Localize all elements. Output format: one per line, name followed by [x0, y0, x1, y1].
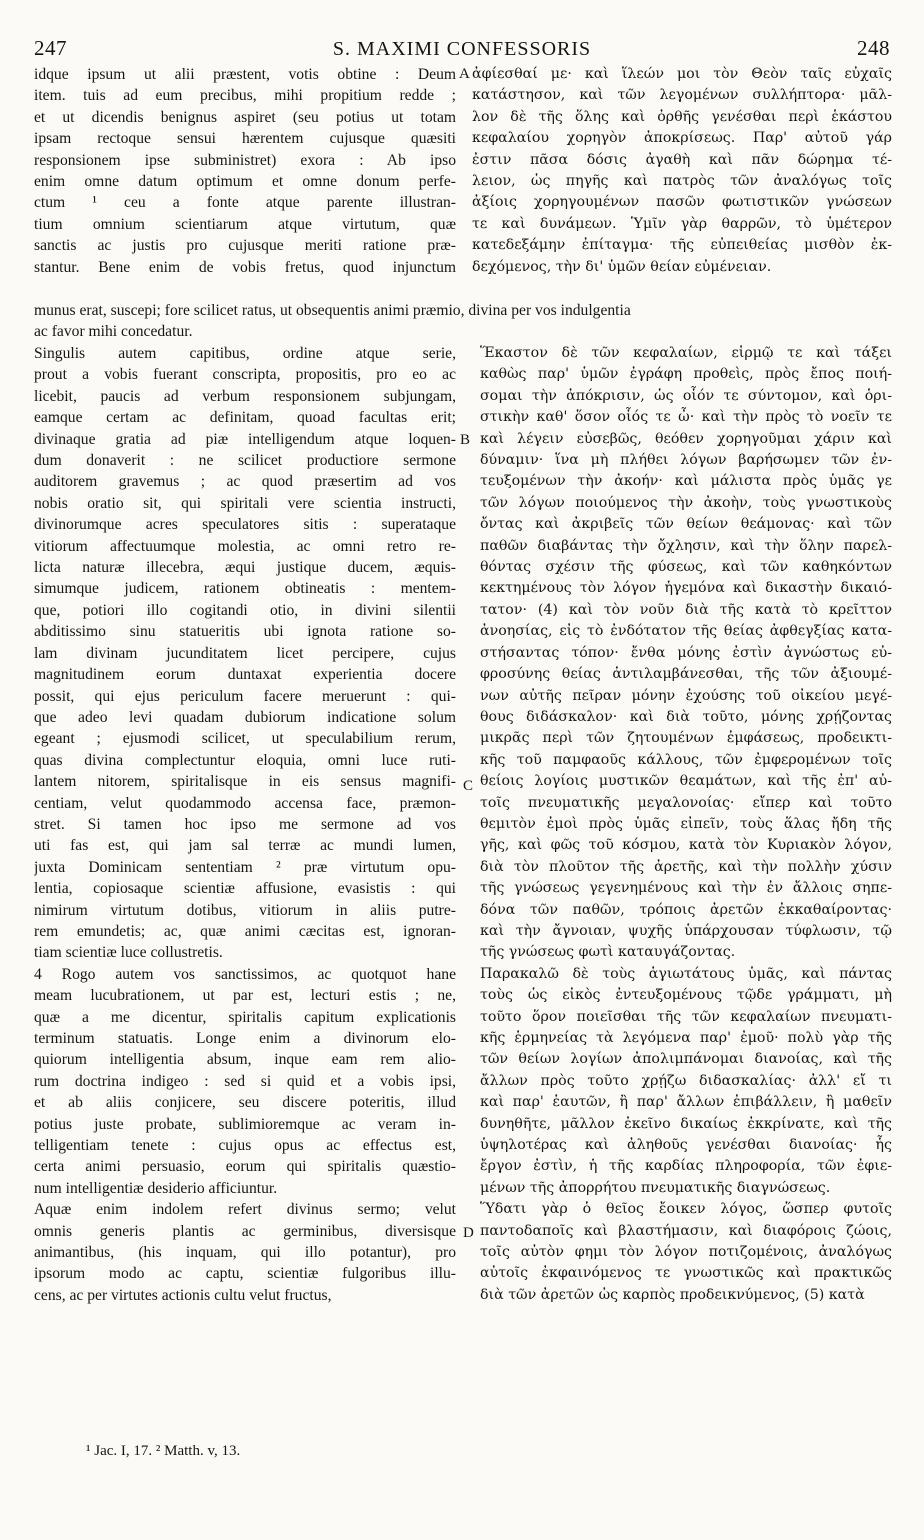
text-line: quas divina complectuntur eloquia, omni luce ruti- — [34, 751, 456, 769]
full-width-text — [34, 300, 892, 343]
text-line: λον δὲ τῆς ὅλης καὶ ὀρθῆς γενέσθαι περὶ ἑκάστου — [472, 108, 892, 125]
running-header — [34, 36, 890, 66]
text-line: ac favor mihi concedatur. — [34, 323, 193, 341]
text-line: meam lucubrationem, ut par est, lecturi estis ; ne, — [34, 987, 456, 1005]
margin-marker-d: D — [463, 1225, 474, 1241]
text-line: quæ a me dicentur, spiritalis capitum explicationis — [34, 1008, 456, 1026]
text-line: que adeo levi quadam dubiorum indicatione solum — [34, 708, 456, 726]
text-line: lentia, copiosaque scientiæ affusione, evasistis : qui — [34, 880, 456, 898]
text-line: κεκτημένους τὸν λόγον ἡγεμόνα καὶ δικαστὴν δικαιό- — [480, 580, 892, 597]
text-line: θεμιτὸν ἐμοὶ πρὸς ὑμᾶς εἰπεῖν, τοὺς ἅλας ἤδη τῆς — [480, 815, 892, 832]
text-line: 4 Rogo autem vos sanctissimos, ac quotquot hane — [34, 965, 456, 983]
text-line: τῆς γνώσεως φωτὶ καταυγάζοντας. — [480, 944, 736, 961]
text-line: κῆς ἑρμηνείας τὰ λεγόμενα παρ' ἐμοῦ· πολὺ γὰρ τῆς — [480, 1030, 892, 1046]
text-line: θόντας σχέσιν τῆς φύσεως, καὶ τῶν καθηκόντων — [480, 559, 892, 576]
text-line: τατον· (4) καὶ τὸν νοῦν διὰ τῆς κατὰ τὸ κρεῖττον — [480, 601, 892, 618]
text-line: ὄντας καὶ ἀκριβεῖς τῶν θείων θεάμονας· καὶ τῶν — [480, 516, 892, 533]
text-line: δόνα τῶν παθῶν, τρόποις ἀρετῶν ἐκκαθαίροντας· — [480, 901, 892, 918]
text-line: διὰ τῶν ἀρετῶν ὡς καρπὸς προδεικνύμενος, (5) κατὰ — [480, 1286, 865, 1303]
text-line: καὶ παρ' ἑαυτῶν, ἢ παρ' ἄλλων ἐπιβάλλειν, ἢ μαθεῖν — [480, 1094, 892, 1111]
text-line: διὰ τὸν πλοῦτον τῆς ἀρετῆς, καὶ τὴν πολλὴν χύσιν — [480, 858, 892, 875]
text-line: Ἕκαστον δὲ τῶν κεφαλαίων, εἱρμῷ τε καὶ τάξει — [480, 345, 892, 361]
text-line: ἄλλων πρὸς τοῦτο χρῄζω διδασκαλίας· ἀλλ' εἴ τι — [480, 1072, 892, 1089]
text-line: φροσύνης θείας ἀντιλαμβάνεσθαι, τῆς τῶν ἀξιουμέ- — [480, 666, 892, 683]
text-line: παντοδαποῖς καὶ βλαστήμασιν, καὶ διαφόροις ζώοις, — [480, 1222, 892, 1239]
text-line: μένων τῆς ἀπορρήτου πνευματικῆς διαγνώσεως. — [480, 1179, 831, 1196]
text-line: ἀξίοις χορηγουμένων πασῶν φωτιστικῶν γνώσεων — [472, 194, 892, 211]
text-line: magnitudinem eorum duntaxat experientia docere — [34, 666, 456, 684]
text-line: divinorumque acres speculatores sitis : superataque — [34, 516, 456, 534]
text-line: tium omnium scientiarum atque virtutum, quæ — [34, 215, 456, 233]
text-line: num intelligentiæ desiderio afficiuntur. — [34, 1179, 278, 1197]
text-line: et ut dicendis benignus aspiret (seu potius ut totam — [34, 108, 456, 126]
text-line: animantibus, (his inquam, qui illo potantur), pro — [34, 1244, 456, 1262]
text-line: sanctis ac justis pro cujusque meriti ratione præ- — [34, 237, 456, 255]
text-line: quiorum intelligentia absum, inque eam rem alio- — [34, 1051, 456, 1069]
text-line: στήσαντας τόπον· ἔνθα μόνης ἐστὶν ἀγνώστως εὐ- — [480, 644, 892, 661]
text-line: νων αὐτῆς πεῖραν μόνην ἐχούσης τοῦ οἰκείου μεγέ- — [480, 687, 892, 704]
text-line: licebit, paucis ad verbum responsionem subjungam, — [34, 387, 456, 405]
text-line: Singulis autem capitibus, ordine atque serie, — [34, 345, 456, 362]
text-line: ἀφίεσθαί με· καὶ ἵλεών μοι τὸν Θεὸν ταῖς εὐχαῖς — [472, 66, 892, 82]
latin-column-top — [34, 64, 456, 278]
text-line: item. tuis ad eum precibus, mihi propitium redde ; — [34, 87, 456, 105]
text-line: παθῶν διαβάντας τὴν ὄχλησιν, καὶ τὴν ὅλην παρελ- — [480, 537, 892, 554]
text-line: tiam scientiæ luce collustretis. — [34, 944, 223, 962]
text-line: τῆς γνώσεως γεγενημένους καὶ τὴν ἐν ἄλλοις σηπε- — [480, 880, 892, 897]
text-line: lam divinam jucunditatem licet percipere, cujus — [34, 644, 456, 662]
text-line: prout a vobis fuerant conscripta, propositis, pro eo ac — [34, 366, 456, 384]
text-line: κατάστησον, καὶ τῶν λεγομένων συλλήπτορα· μᾶλ- — [472, 87, 892, 104]
greek-column — [480, 343, 892, 1306]
text-line: stret. Si tamen hoc ipso me sermone ad vos — [34, 815, 456, 833]
text-line: καὶ λέγειν εὐσεβῶς, θεόθεν χορηγοῦμαι χάριν καὶ — [480, 430, 892, 447]
text-line: αὐτοῖς ἐκφαινόμενος τε γνωστικῶς καὶ πρακτικῶς — [480, 1265, 892, 1282]
text-line: dum donaverit : ne scilicet productiore sermone — [34, 452, 456, 470]
text-line: σομαι τὴν ἀπόκρισιν, ὡς οἷόν τε σύντομον, καὶ ὁρι- — [480, 387, 892, 404]
text-line: divinaque gratia ad piæ intelligendum atque loquen- — [34, 430, 456, 448]
text-line: τοῖς αὐτὸν φημι τὸν λόγον ποτιζομένοις, ἀναλόγως — [480, 1244, 892, 1261]
text-line: certa animi persuasio, eorum qui spiritalis quæstio- — [34, 1158, 456, 1176]
text-line: auditorem gravemus ; ac quod præsertim ad vos — [34, 473, 456, 491]
text-line: γῆς, καὶ φῶς τοῦ κόσμου, κατὰ τὸν Κυριακὸν λόγον, — [480, 837, 892, 854]
text-line: ἐστιν πᾶσα δόσις ἀγαθὴ καὶ πᾶν δώρημα τέ- — [472, 151, 892, 168]
text-line: θους διδάσκαλον· καὶ διὰ τοῦτο, μόνης χρῄζοντας — [480, 708, 892, 725]
right-page-number: 248 — [857, 36, 890, 60]
text-line: κατεδεξάμην ἐπίταγμα· τῆς εὐπειθείας μισθὸν ἐκ- — [472, 237, 892, 254]
text-line: Παρακαλῶ δὲ τοὺς ἁγιωτάτους ὑμᾶς, καὶ πάντας — [480, 965, 892, 982]
text-line: λειον, ὡς πηγῆς καὶ πατρὸς τῶν ἀναλόγως τοῖς — [472, 173, 892, 190]
text-line: abditissimo sinu statueritis ubi ignota ratione so- — [34, 623, 456, 641]
text-line: δεχόμενος, τὴν δι' ὑμῶν θείαν εὐμένειαν. — [472, 258, 772, 275]
text-line: stantur. Bene enim de vobis fretus, quod injunctum — [34, 258, 456, 276]
text-line: munus erat, suscepi; fore scilicet ratus, ut obsequentis animi præmio, divina per vos indulgentia — [34, 302, 631, 319]
text-line: τοὺς ὡς εἰκὸς ἐντευξομένους τῷδε γράμματι, μὴ — [480, 987, 892, 1004]
text-line: idque ipsum ut alii præstent, votis obtine : Deum — [34, 66, 456, 83]
footnotes: ¹ Jac. I, 17. ² Matth. v, 13. — [86, 1443, 241, 1459]
latin-column — [34, 343, 456, 1306]
text-line: licta naturæ illecebra, æqui justique ducem, æquis- — [34, 559, 456, 577]
text-line: κεφαλαίου χορηγὸν ἀποκρίσεως. Παρ' αὐτοῦ γάρ — [472, 130, 892, 147]
text-line: στικὴν καθ' ὅσον οἷός τε ὦ· καὶ τὴν πρὸς τὸ νοεῖν τε — [480, 409, 892, 426]
text-line: telligentiam tenete : cujus opus ac effectus est, — [34, 1137, 456, 1155]
text-line: terminum statuatis. Longe enim a divinorum elo- — [34, 1030, 456, 1047]
text-line: τε καὶ δυνάμεων. Ὑμῖν γὰρ θαρρῶν, τὸ ὑμέτερον — [472, 215, 892, 232]
text-line: et ab aliis conjicere, seu discere poteritis, illud — [34, 1094, 456, 1112]
text-line: δύναμιν· ἵνα μὴ πλήθει λόγων βαρήσωμεν τῶν ἐν- — [480, 452, 892, 469]
text-line: ἔργον ἐστὶν, ἡ τῆς καρδίας πληροφορία, τῶν ἐφιε- — [480, 1158, 892, 1175]
running-title: S. MAXIMI CONFESSORIS — [332, 38, 592, 60]
text-line: nobis oratio sit, qui spiritali vere scientia instructi, — [34, 494, 456, 512]
text-line: Aquæ enim indolem refert divinus sermo; velut — [34, 1201, 456, 1219]
left-page-number: 247 — [34, 36, 67, 60]
text-line: ὑψηλοτέρας καὶ ἀληθοῦς γενέσθαι διανοίας· ἧς — [480, 1137, 892, 1154]
text-line: κῆς τοῦ παμφαοῦς κάλλους, τῶν ἐμφερομένων τοῖς — [480, 751, 892, 768]
text-line: ctum ¹ ceu a fonte atque parente illustran- — [34, 194, 456, 212]
text-line: τευξομένων τὴν ἀκοήν· καὶ μάλιστα πρὸς ὑμᾶς γε — [480, 473, 892, 490]
text-line: ipsam rectoque sensui hærentem cujusque quæsiti — [34, 130, 456, 148]
text-line: simumque judicem, rationem obtineatis : mentem- — [34, 580, 456, 598]
text-line: τῶν λόγων ποιούμενος τὴν ἀκοὴν, τοὺς γνωστικοὺς — [480, 494, 892, 511]
text-line: possit, qui ejus periculum facere meruerunt : qui- — [34, 687, 456, 705]
greek-column-top — [472, 64, 892, 278]
text-line: cens, ac per virtutes actionis cultu velut fructus, — [34, 1286, 332, 1304]
text-line: τῶν θείων λογίων ἀπολιμπάνομαι διανοίας, καὶ τῆς — [480, 1051, 892, 1068]
margin-marker-a: A — [459, 66, 470, 82]
text-line: uti fas est, qui jam sal terræ ac mundi lumen, — [34, 837, 456, 855]
text-line: rem emundetis; ac, quæ animi cæcitas est, ignoran- — [34, 922, 456, 940]
text-line: τοῦτο ὅρον ποιεῖσθαι τῆς τῶν κεφαλαίων πνευματι- — [480, 1008, 892, 1025]
text-line: καὶ τὴν ἄγνοιαν, ψυχῆς ὑπάρχουσαν τύφλωσιν, τῷ — [480, 922, 892, 939]
margin-marker-c: C — [463, 778, 474, 794]
text-line: egeant ; ejusmodi scilicet, ut speculabilium rerum, — [34, 730, 456, 748]
text-line: vitiorum affectuumque molestia, ac omni retro re- — [34, 537, 456, 555]
text-line: θείοις λογίοις μυστικῶν θεαμάτων, καὶ τῆς ἐπ' αὐ- — [480, 773, 892, 790]
text-line: καθὼς παρ' ὑμῶν ἐγράφη προθεὶς, πρὸς ἔπος ποιή- — [480, 366, 892, 383]
text-line: omnis generis plantis ac germinibus, diversisque — [34, 1222, 456, 1240]
text-line: rum doctrina indigeo : sed si quid et a vobis ipsi, — [34, 1072, 456, 1090]
text-line: responsionem ipse subministret) exora : Ab ipso — [34, 151, 456, 169]
text-line: eamque certam ac definitam, quoad facultas erit; — [34, 409, 456, 427]
text-line: lantem nitorem, spiritalisque in eis sensus magnifi- — [34, 773, 456, 791]
text-line: enim omne datum optimum et omne donum perfe- — [34, 173, 456, 191]
text-line: que, potiori illo cogitandi otio, in divini silentii — [34, 601, 456, 619]
text-line: juxta Dominicam sententiam ² præ virtutum opu- — [34, 858, 456, 876]
text-line: δυνηθῆτε, μᾶλλον ἐκεῖνο δικαίως ἐκκρίνατε, καὶ τῆς — [480, 1115, 892, 1132]
text-line: Ὕδατι γὰρ ὁ θεῖος ἔοικεν λόγος, ὥσπερ φυτοῖς — [480, 1201, 892, 1218]
text-line: nimirum virtutum dotibus, vitiorum in aliis putre- — [34, 901, 456, 919]
text-line: μικρᾶς περὶ τῶν ζητουμένων ἐμφάσεως, προδεικτι- — [480, 730, 892, 747]
text-line: τοῖς πνευματικῆς μεγαλονοίας· εἴπερ καὶ τοῦτο — [480, 794, 892, 811]
text-line: ipsorum modo ac captu, scientiæ fulgoribus illu- — [34, 1265, 456, 1283]
text-line: ἀνοησίας, εἰς τὸ ἐνδότατον τῆς θείας ἀφθεγξίας κατα- — [480, 623, 892, 640]
text-line: potius juste probate, sublimioremque ac veram in- — [34, 1115, 456, 1133]
margin-marker-b: B — [460, 432, 471, 448]
text-line: centiam, velut quodammodo accensa face, præmon- — [34, 794, 456, 812]
